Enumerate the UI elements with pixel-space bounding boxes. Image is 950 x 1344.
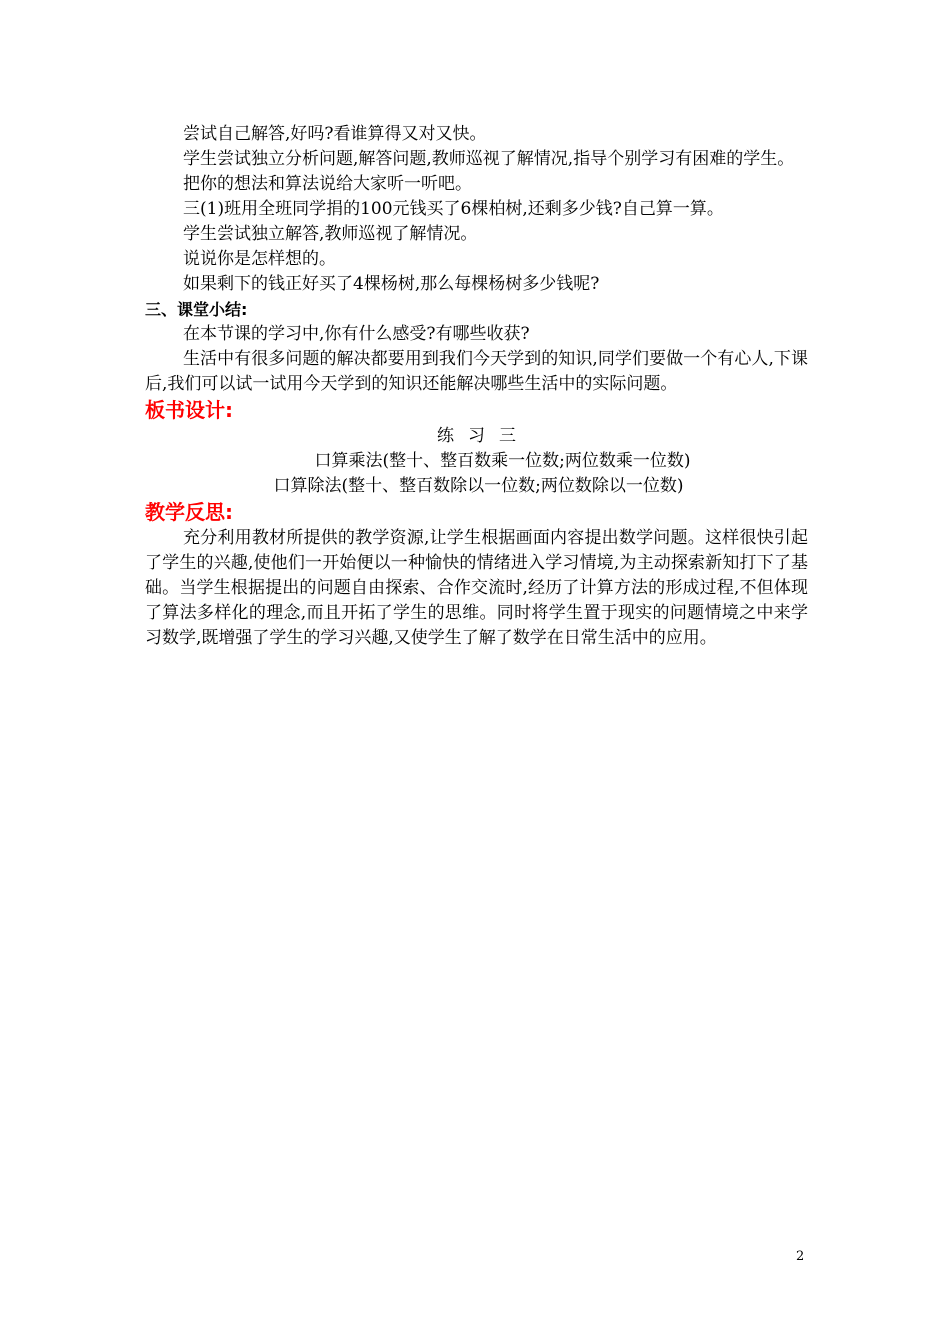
document-page — [145, 122, 808, 651]
summary-paragraph: 在本节课的学习中,你有什么感受?有哪些收获? — [183, 324, 530, 344]
reflection-paragraph: 充分利用教材所提供的教学资源,让学生根据画面内容提出数学问题。这样很快引起了学生的兴趣,使他们一开始便以一种愉快的情绪进入学习情境,为主动探索新知打下了基础。当学生根据提出的问题自由探索、合作交流时,经历了计算方法的形成过程,不但体现了算法多样化的理念,而且开拓了学生的思维。同时将学生置于现实的问题情境之中来学习数学,既增强了学生的学习兴趣,又使学生了解了数学在日常生活中的应用。 — [145, 528, 808, 648]
summary-heading: 三、课堂小结: — [145, 300, 248, 319]
paragraph: 三(1)班用全班同学捐的100元钱买了6棵柏树,还剩多少钱?自己算一算。 — [183, 199, 724, 219]
paragraph: 如果剩下的钱正好买了4棵杨树,那么每棵杨树多少钱呢? — [183, 274, 600, 294]
paragraph: 说说你是怎样想的。 — [183, 249, 336, 269]
board-line-division: 口算除法(整十、整百数除以一位数;两位数除以一位数) — [273, 476, 684, 496]
board-design-heading: 板书设计: — [145, 398, 233, 422]
reflection-heading: 教学反思: — [145, 500, 233, 524]
board-title: 练习三 — [437, 426, 530, 446]
paragraph: 学生尝试独立分析问题,解答问题,教师巡视了解情况,指导个别学习有困难的学生。 — [183, 149, 795, 169]
paragraph: 学生尝试独立解答,教师巡视了解情况。 — [183, 224, 478, 244]
summary-paragraph: 生活中有很多问题的解决都要用到我们今天学到的知识,同学们要做一个有心人,下课后,我们可以试一试用今天学到的知识还能解决哪些生活中的实际问题。 — [145, 349, 808, 394]
paragraph: 把你的想法和算法说给大家听一听吧。 — [183, 174, 472, 194]
page-number: 2 — [796, 1249, 805, 1264]
board-line-multiplication: 口算乘法(整十、整百数乘一位数;两位数乘一位数) — [314, 451, 691, 471]
paragraph: 尝试自己解答,好吗?看谁算得又对又快。 — [183, 124, 487, 144]
